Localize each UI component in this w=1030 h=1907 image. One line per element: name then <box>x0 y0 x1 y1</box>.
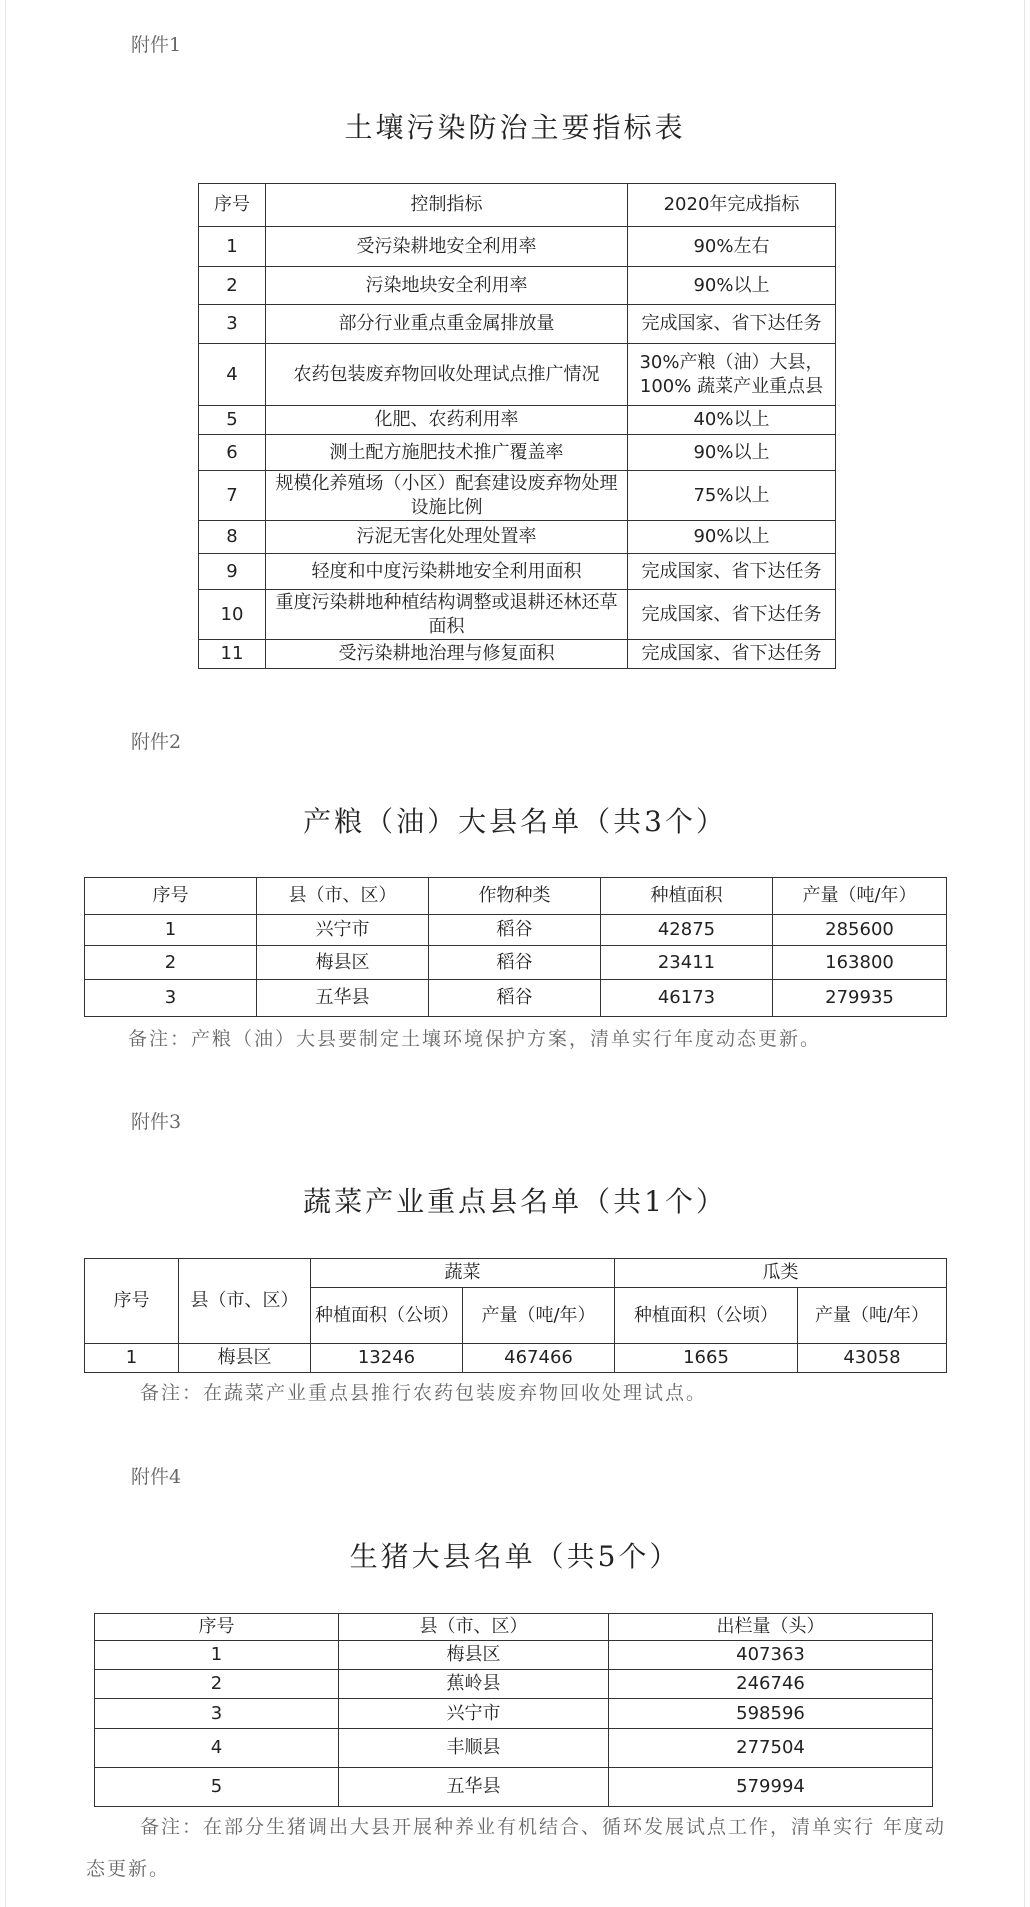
cell-indicator: 农药包装废弃物回收处理试点推广情况 <box>266 344 628 406</box>
cell-no: 2 <box>199 267 266 305</box>
table-header-row <box>85 1259 947 1288</box>
cell-melon-output: 43058 <box>798 1344 947 1373</box>
cell-indicator: 受污染耕地治理与修复面积 <box>266 640 628 669</box>
cell-county: 丰顺县 <box>339 1729 609 1768</box>
table-row <box>85 1344 947 1373</box>
cell-output: 285600 <box>773 915 947 946</box>
header-no: 序号 <box>85 878 257 915</box>
cell-indicator: 重度污染耕地种植结构调整或退耕还林还草面积 <box>266 590 628 640</box>
table-row <box>95 1729 933 1768</box>
cell-no: 5 <box>95 1768 339 1807</box>
annex4-title: 生猪大县名单（共5个） <box>349 1540 681 1573</box>
table-row <box>199 554 836 590</box>
header-county: 县（市、区） <box>179 1259 311 1344</box>
cell-target: 90%以上 <box>628 435 836 471</box>
cell-crop: 稻谷 <box>429 946 601 980</box>
cell-no: 5 <box>199 406 266 435</box>
cell-target: 完成国家、省下达任务 <box>628 554 836 590</box>
cell-indicator: 污泥无害化处理处置率 <box>266 521 628 554</box>
table-header-row <box>199 184 836 227</box>
cell-county: 五华县 <box>257 980 429 1017</box>
cell-county: 兴宁市 <box>339 1699 609 1729</box>
cell-county: 梅县区 <box>179 1344 311 1373</box>
cell-no: 1 <box>85 915 257 946</box>
header-no: 序号 <box>95 1614 339 1641</box>
annex1-title: 土壤污染防治主要指标表 <box>344 111 686 144</box>
table-row <box>85 980 947 1017</box>
header-vegetable: 蔬菜 <box>311 1259 615 1288</box>
cell-melon-area: 1665 <box>615 1344 798 1373</box>
header-count: 出栏量（头） <box>609 1614 933 1641</box>
table-row <box>199 471 836 521</box>
cell-indicator: 化肥、农药利用率 <box>266 406 628 435</box>
cell-output: 279935 <box>773 980 947 1017</box>
cell-target: 75%以上 <box>628 471 836 521</box>
cell-area: 23411 <box>601 946 773 980</box>
cell-output: 163800 <box>773 946 947 980</box>
header-veg-area: 种植面积（公顷） <box>311 1288 463 1344</box>
table-row <box>95 1699 933 1729</box>
annex2-title: 产粮（油）大县名单（共3个） <box>303 805 727 838</box>
page-left-border <box>5 0 6 1907</box>
header-indicator: 控制指标 <box>266 184 628 227</box>
table-row <box>85 946 947 980</box>
cell-no: 2 <box>85 946 257 980</box>
header-melon: 瓜类 <box>615 1259 947 1288</box>
cell-no: 4 <box>95 1729 339 1768</box>
cell-county: 五华县 <box>339 1768 609 1807</box>
cell-no: 7 <box>199 471 266 521</box>
cell-count: 277504 <box>609 1729 933 1768</box>
table-row <box>85 915 947 946</box>
cell-count: 579994 <box>609 1768 933 1807</box>
cell-indicator: 测土配方施肥技术推广覆盖率 <box>266 435 628 471</box>
annex3-title: 蔬菜产业重点县名单（共1个） <box>303 1185 727 1218</box>
annex4-label: 附件4 <box>131 1466 182 1488</box>
cell-county: 蕉岭县 <box>339 1670 609 1699</box>
table-row <box>199 435 836 471</box>
cell-target: 90%以上 <box>628 267 836 305</box>
cell-count: 246746 <box>609 1670 933 1699</box>
cell-county: 梅县区 <box>257 946 429 980</box>
table-row <box>199 521 836 554</box>
cell-county: 梅县区 <box>339 1641 609 1670</box>
cell-target: 40%以上 <box>628 406 836 435</box>
cell-area: 46173 <box>601 980 773 1017</box>
annex2-note: 备注：产粮（油）大县要制定土壤环境保护方案，清单实行年度动态更新。 <box>128 1028 822 1050</box>
cell-indicator: 部分行业重点重金属排放量 <box>266 305 628 344</box>
cell-target: 完成国家、省下达任务 <box>628 590 836 640</box>
cell-veg-area: 13246 <box>311 1344 463 1373</box>
cell-target: 完成国家、省下达任务 <box>628 305 836 344</box>
indicator-table <box>198 183 836 669</box>
cell-no: 6 <box>199 435 266 471</box>
annex3-note: 备注：在蔬菜产业重点县推行农药包装废弃物回收处理试点。 <box>140 1382 708 1404</box>
cell-no: 8 <box>199 521 266 554</box>
cell-indicator: 规模化养殖场（小区）配套建设废弃物处理设施比例 <box>266 471 628 521</box>
header-county: 县（市、区） <box>257 878 429 915</box>
cell-target: 90%以上 <box>628 521 836 554</box>
cell-indicator: 污染地块安全利用率 <box>266 267 628 305</box>
header-county: 县（市、区） <box>339 1614 609 1641</box>
vegetable-county-table <box>84 1258 947 1373</box>
cell-no: 1 <box>95 1641 339 1670</box>
cell-target: 90%左右 <box>628 227 836 267</box>
annex3-label: 附件3 <box>131 1111 182 1133</box>
cell-count: 407363 <box>609 1641 933 1670</box>
cell-no: 1 <box>199 227 266 267</box>
header-crop: 作物种类 <box>429 878 601 915</box>
header-no: 序号 <box>85 1259 179 1344</box>
grain-county-table <box>84 877 947 1017</box>
cell-no: 3 <box>95 1699 339 1729</box>
annex1-label: 附件1 <box>131 34 182 56</box>
table-row <box>199 305 836 344</box>
table-row <box>199 406 836 435</box>
cell-no: 11 <box>199 640 266 669</box>
cell-indicator: 受污染耕地安全利用率 <box>266 227 628 267</box>
table-row <box>199 590 836 640</box>
page-right-border <box>1024 0 1025 1907</box>
cell-no: 1 <box>85 1344 179 1373</box>
table-row <box>199 227 836 267</box>
cell-crop: 稻谷 <box>429 980 601 1017</box>
header-no: 序号 <box>199 184 266 227</box>
table-row <box>199 640 836 669</box>
cell-no: 9 <box>199 554 266 590</box>
cell-target: 完成国家、省下达任务 <box>628 640 836 669</box>
cell-veg-output: 467466 <box>463 1344 615 1373</box>
annex4-note: 备注：在部分生猪调出大县开展种养业有机结合、循环发展试点工作，清单实行 年度动态更新。 <box>86 1816 947 1880</box>
cell-no: 10 <box>199 590 266 640</box>
header-target: 2020年完成指标 <box>628 184 836 227</box>
table-row <box>95 1670 933 1699</box>
header-veg-output: 产量（吨/年） <box>463 1288 615 1344</box>
pig-county-table <box>94 1613 933 1807</box>
table-row <box>95 1641 933 1670</box>
table-header-row <box>95 1614 933 1641</box>
table-header-row <box>85 878 947 915</box>
table-row <box>95 1768 933 1807</box>
cell-count: 598596 <box>609 1699 933 1729</box>
cell-no: 3 <box>85 980 257 1017</box>
cell-no: 4 <box>199 344 266 406</box>
cell-crop: 稻谷 <box>429 915 601 946</box>
header-melon-area: 种植面积（公顷） <box>615 1288 798 1344</box>
cell-area: 42875 <box>601 915 773 946</box>
cell-no: 2 <box>95 1670 339 1699</box>
cell-county: 兴宁市 <box>257 915 429 946</box>
table-row <box>199 344 836 406</box>
table-row <box>199 267 836 305</box>
header-output: 产量（吨/年） <box>773 878 947 915</box>
cell-no: 3 <box>199 305 266 344</box>
cell-target: 30%产粮（油）大县，100% 蔬菜产业重点县 <box>628 344 836 406</box>
annex2-label: 附件2 <box>131 731 182 753</box>
header-area: 种植面积 <box>601 878 773 915</box>
cell-indicator: 轻度和中度污染耕地安全利用面积 <box>266 554 628 590</box>
header-melon-output: 产量（吨/年） <box>798 1288 947 1344</box>
